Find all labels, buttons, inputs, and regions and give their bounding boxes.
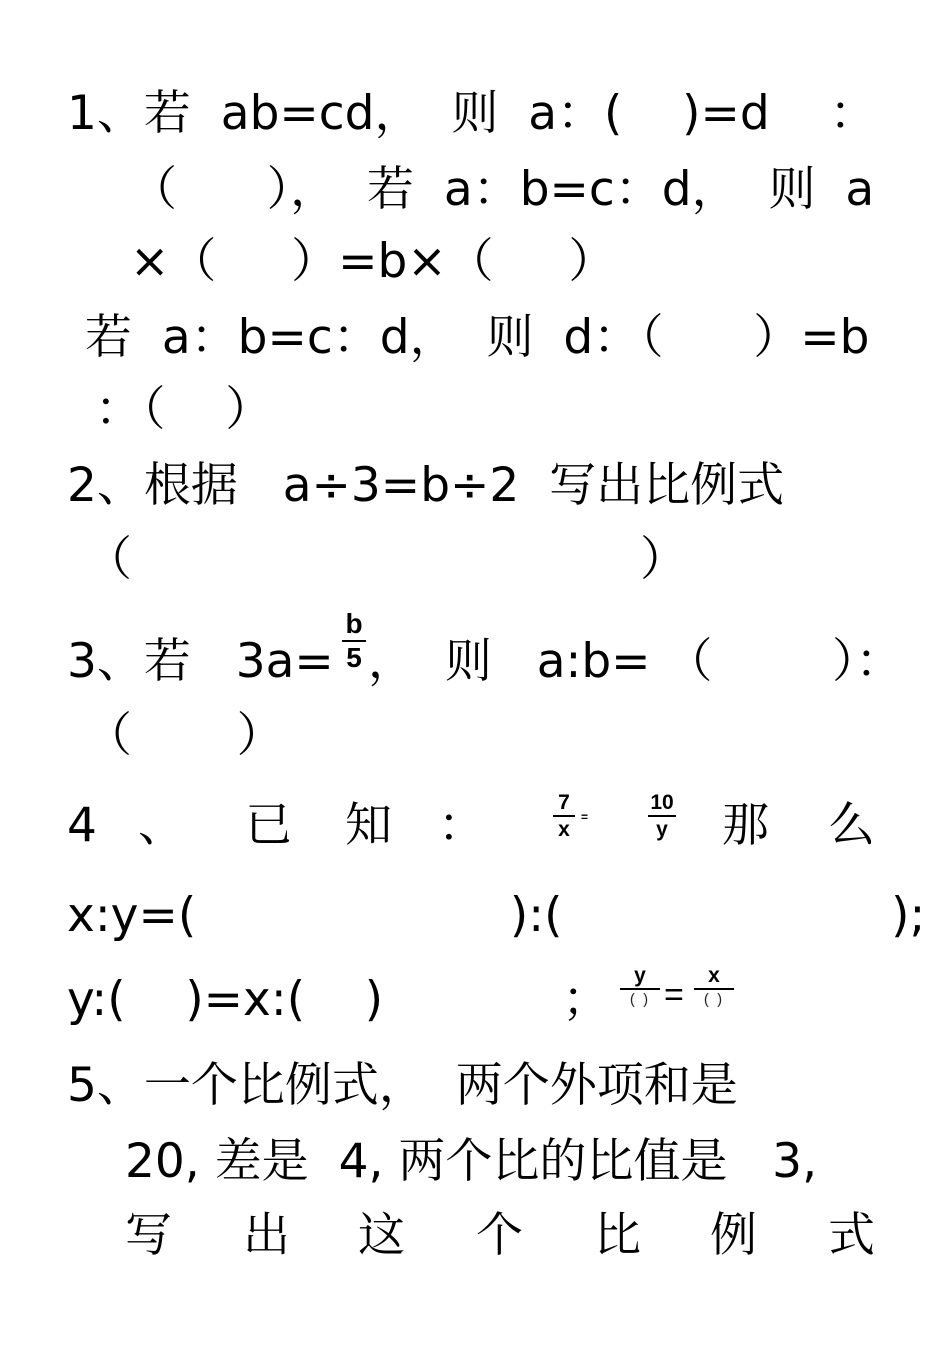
q5-char-6: 例 [710, 1208, 757, 1263]
q4-fraction-7-x-denominator: x [558, 818, 570, 841]
q4-char-na: 那 [722, 798, 769, 853]
q4-comma: 、 [138, 798, 185, 853]
q4-fraction-10-y [648, 792, 676, 840]
q3-fraction [342, 610, 366, 672]
q1-line-4: 若 a：b=c：d， 则 d：（ ）=b [85, 310, 870, 365]
q3-fraction-denominator: 5 [346, 642, 362, 673]
q5-char-4: 个 [476, 1208, 523, 1263]
q4-small-equals: = [581, 810, 589, 824]
q4-fraction-x-blank [694, 965, 734, 1007]
q4-big-equals: = [664, 976, 684, 1014]
q4-line-3: y:( )=x:( ) ； [67, 972, 610, 1027]
q5-line-2: 20, 差是 4, 两个比的比值是 3, [125, 1134, 818, 1189]
q5-char-2: 出 [243, 1208, 290, 1263]
q1-line-5: ：（ ） [95, 382, 273, 437]
q4-fraction-y-numerator: y [634, 964, 646, 987]
q4-fraction-10-y-denominator: y [656, 818, 668, 841]
q3-line-1-suffix: ， 则 a:b= （ ）： [368, 634, 903, 689]
q4-fraction-7-x-numerator: 7 [558, 791, 570, 814]
q2-line-2: （ ） [85, 532, 687, 587]
q5-char-3: 这 [358, 1208, 405, 1263]
fraction-bar [648, 815, 676, 817]
q4-fraction-x-denominator: ( ) [703, 991, 725, 1008]
q5-line-1: 5、一个比例式， 两个外项和是 [67, 1058, 738, 1113]
fraction-bar [694, 988, 734, 990]
q4-char-me: 么 [828, 798, 875, 853]
q1-line-1: 1、若 ab=cd， 则 a：( )=d ： [67, 86, 877, 141]
q4-char-yi: 已 [245, 798, 292, 853]
fraction-bar [620, 988, 660, 990]
q4-colon: ： [438, 798, 485, 853]
q3-fraction-numerator: b [345, 608, 363, 639]
q4-char-zhi: 知 [345, 798, 392, 853]
q4-fraction-7-x [553, 792, 575, 840]
q1-line-3: ×（ ）=b×（ ） [130, 234, 616, 289]
q1-line-2: （ ）， 若 a：b=c：d， 则 a [130, 162, 875, 217]
q5-char-7: 式 [828, 1208, 875, 1263]
q5-char-5: 比 [594, 1208, 641, 1263]
q4-number: 4 [67, 798, 97, 853]
q4-fraction-y-denominator: ( ) [629, 991, 651, 1008]
q4-line-2: x:y=( ):( ); [67, 888, 926, 943]
q3-line-2: （ ） [85, 708, 284, 763]
fraction-bar [553, 815, 575, 817]
q4-fraction-10-y-numerator: 10 [650, 791, 674, 814]
q5-char-1: 写 [125, 1208, 172, 1263]
q4-fraction-y-blank [620, 965, 660, 1007]
q4-fraction-x-numerator: x [708, 964, 720, 987]
q3-line-1-prefix: 3、若 3a= [67, 634, 334, 689]
q2-line-1: 2、根据 a÷3=b÷2 写出比例式 [67, 458, 785, 513]
